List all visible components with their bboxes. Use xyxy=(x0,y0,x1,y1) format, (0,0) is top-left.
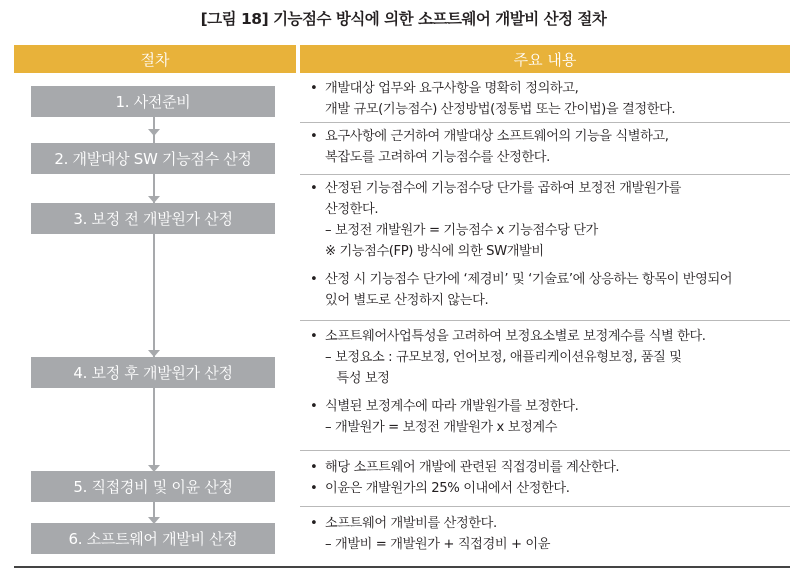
table-bottom-rule xyxy=(14,566,790,568)
content-line: 식별된 보정계수에 따라 개발원가를 보정한다. xyxy=(325,399,579,414)
bullet-item xyxy=(310,178,790,199)
content-line: – 보정전 개발원가 = 기능점수 x 기능점수당 단가 xyxy=(325,223,598,238)
step-6-box: 6. 소프트웨어 개발비 산정 xyxy=(31,523,275,554)
content-line: 소프트웨어 개발비를 산정한다. xyxy=(325,516,497,531)
bullet-item xyxy=(310,478,790,499)
content-line: 복잡도를 고려하여 기능점수를 산정한다. xyxy=(325,150,550,165)
step-2-content xyxy=(300,123,790,175)
content-line: 산정 시 기능점수 단가에 ‘제경비’ 및 ‘기술료’에 상응하는 항목이 반영되어 xyxy=(325,272,733,287)
content-line: – 보정요소 : 규모보정, 언어보정, 애플리케이션유형보정, 품질 및 xyxy=(325,350,682,365)
bullet-icon: • xyxy=(310,81,318,96)
content-line: 요구사항에 근거하여 개발대상 소프트웨어의 기능을 식별하고, xyxy=(325,129,669,144)
step-3-content xyxy=(300,175,790,321)
step-1-content xyxy=(300,77,790,123)
arrow-down-icon xyxy=(148,350,160,357)
content-line: 특성 보정 xyxy=(325,371,390,386)
arrow-down-icon xyxy=(148,196,160,203)
header-main-content: 주요 내용 xyxy=(300,45,790,73)
bullet-icon: • xyxy=(310,181,318,196)
bullet-icon: • xyxy=(310,481,318,496)
step-1-box: 1. 사전준비 xyxy=(31,86,275,117)
bullet-item xyxy=(310,269,790,290)
content-line: – 개발원가 = 보정전 개발원가 x 보정계수 xyxy=(325,420,558,435)
step-6-content xyxy=(300,507,790,566)
content-line: 개발 규모(기능점수) 산정방법(정통법 또는 간이법)을 결정한다. xyxy=(325,102,676,117)
step-5-box: 5. 직접경비 및 이윤 산정 xyxy=(31,471,275,502)
content-line: 산정한다. xyxy=(325,202,379,217)
bullet-icon: • xyxy=(310,399,318,414)
content-line: – 개발비 = 개발원가 + 직접경비 + 이윤 xyxy=(325,537,551,552)
bullet-item xyxy=(310,513,790,534)
content-line: 산정된 기능점수에 기능점수당 단가를 곱하여 보정전 개발원가를 xyxy=(325,181,681,196)
content-line: 소프트웨어사업특성을 고려하여 보정요소별로 보정계수를 식별 한다. xyxy=(325,329,706,344)
step-3-box: 3. 보정 전 개발원가 산정 xyxy=(31,203,275,234)
bullet-icon: • xyxy=(310,272,318,287)
arrow-down-icon xyxy=(148,129,160,136)
bullet-item xyxy=(310,126,790,147)
bullet-item xyxy=(310,396,790,417)
bullet-icon: • xyxy=(310,460,318,475)
content-line: 있어 별도로 산정하지 않는다. xyxy=(325,293,489,308)
bullet-item xyxy=(310,326,790,347)
bullet-icon: • xyxy=(310,129,318,144)
figure-title: [그림 18] 기능점수 방식에 의한 소프트웨어 개발비 산정 절차 xyxy=(200,10,607,28)
content-line: 이윤은 개발원가의 25% 이내에서 산정한다. xyxy=(325,481,570,496)
step-4-box: 4. 보정 후 개발원가 산정 xyxy=(31,357,275,388)
content-line: ※ 기능점수(FP) 방식에 의한 SW개발비 xyxy=(325,244,544,259)
step-5-content xyxy=(300,451,790,507)
step-2-box: 2. 개발대상 SW 기능점수 산정 xyxy=(31,143,275,174)
bullet-item xyxy=(310,78,790,99)
content-line: 해당 소프트웨어 개발에 관련된 직접경비를 계산한다. xyxy=(325,460,620,475)
header-procedure: 절차 xyxy=(14,45,296,73)
bullet-item xyxy=(310,457,790,478)
step-4-content xyxy=(300,321,790,451)
bullet-icon: • xyxy=(310,329,318,344)
bullet-icon: • xyxy=(310,516,318,531)
content-line: 개발대상 업무와 요구사항을 명확히 정의하고, xyxy=(325,81,579,96)
